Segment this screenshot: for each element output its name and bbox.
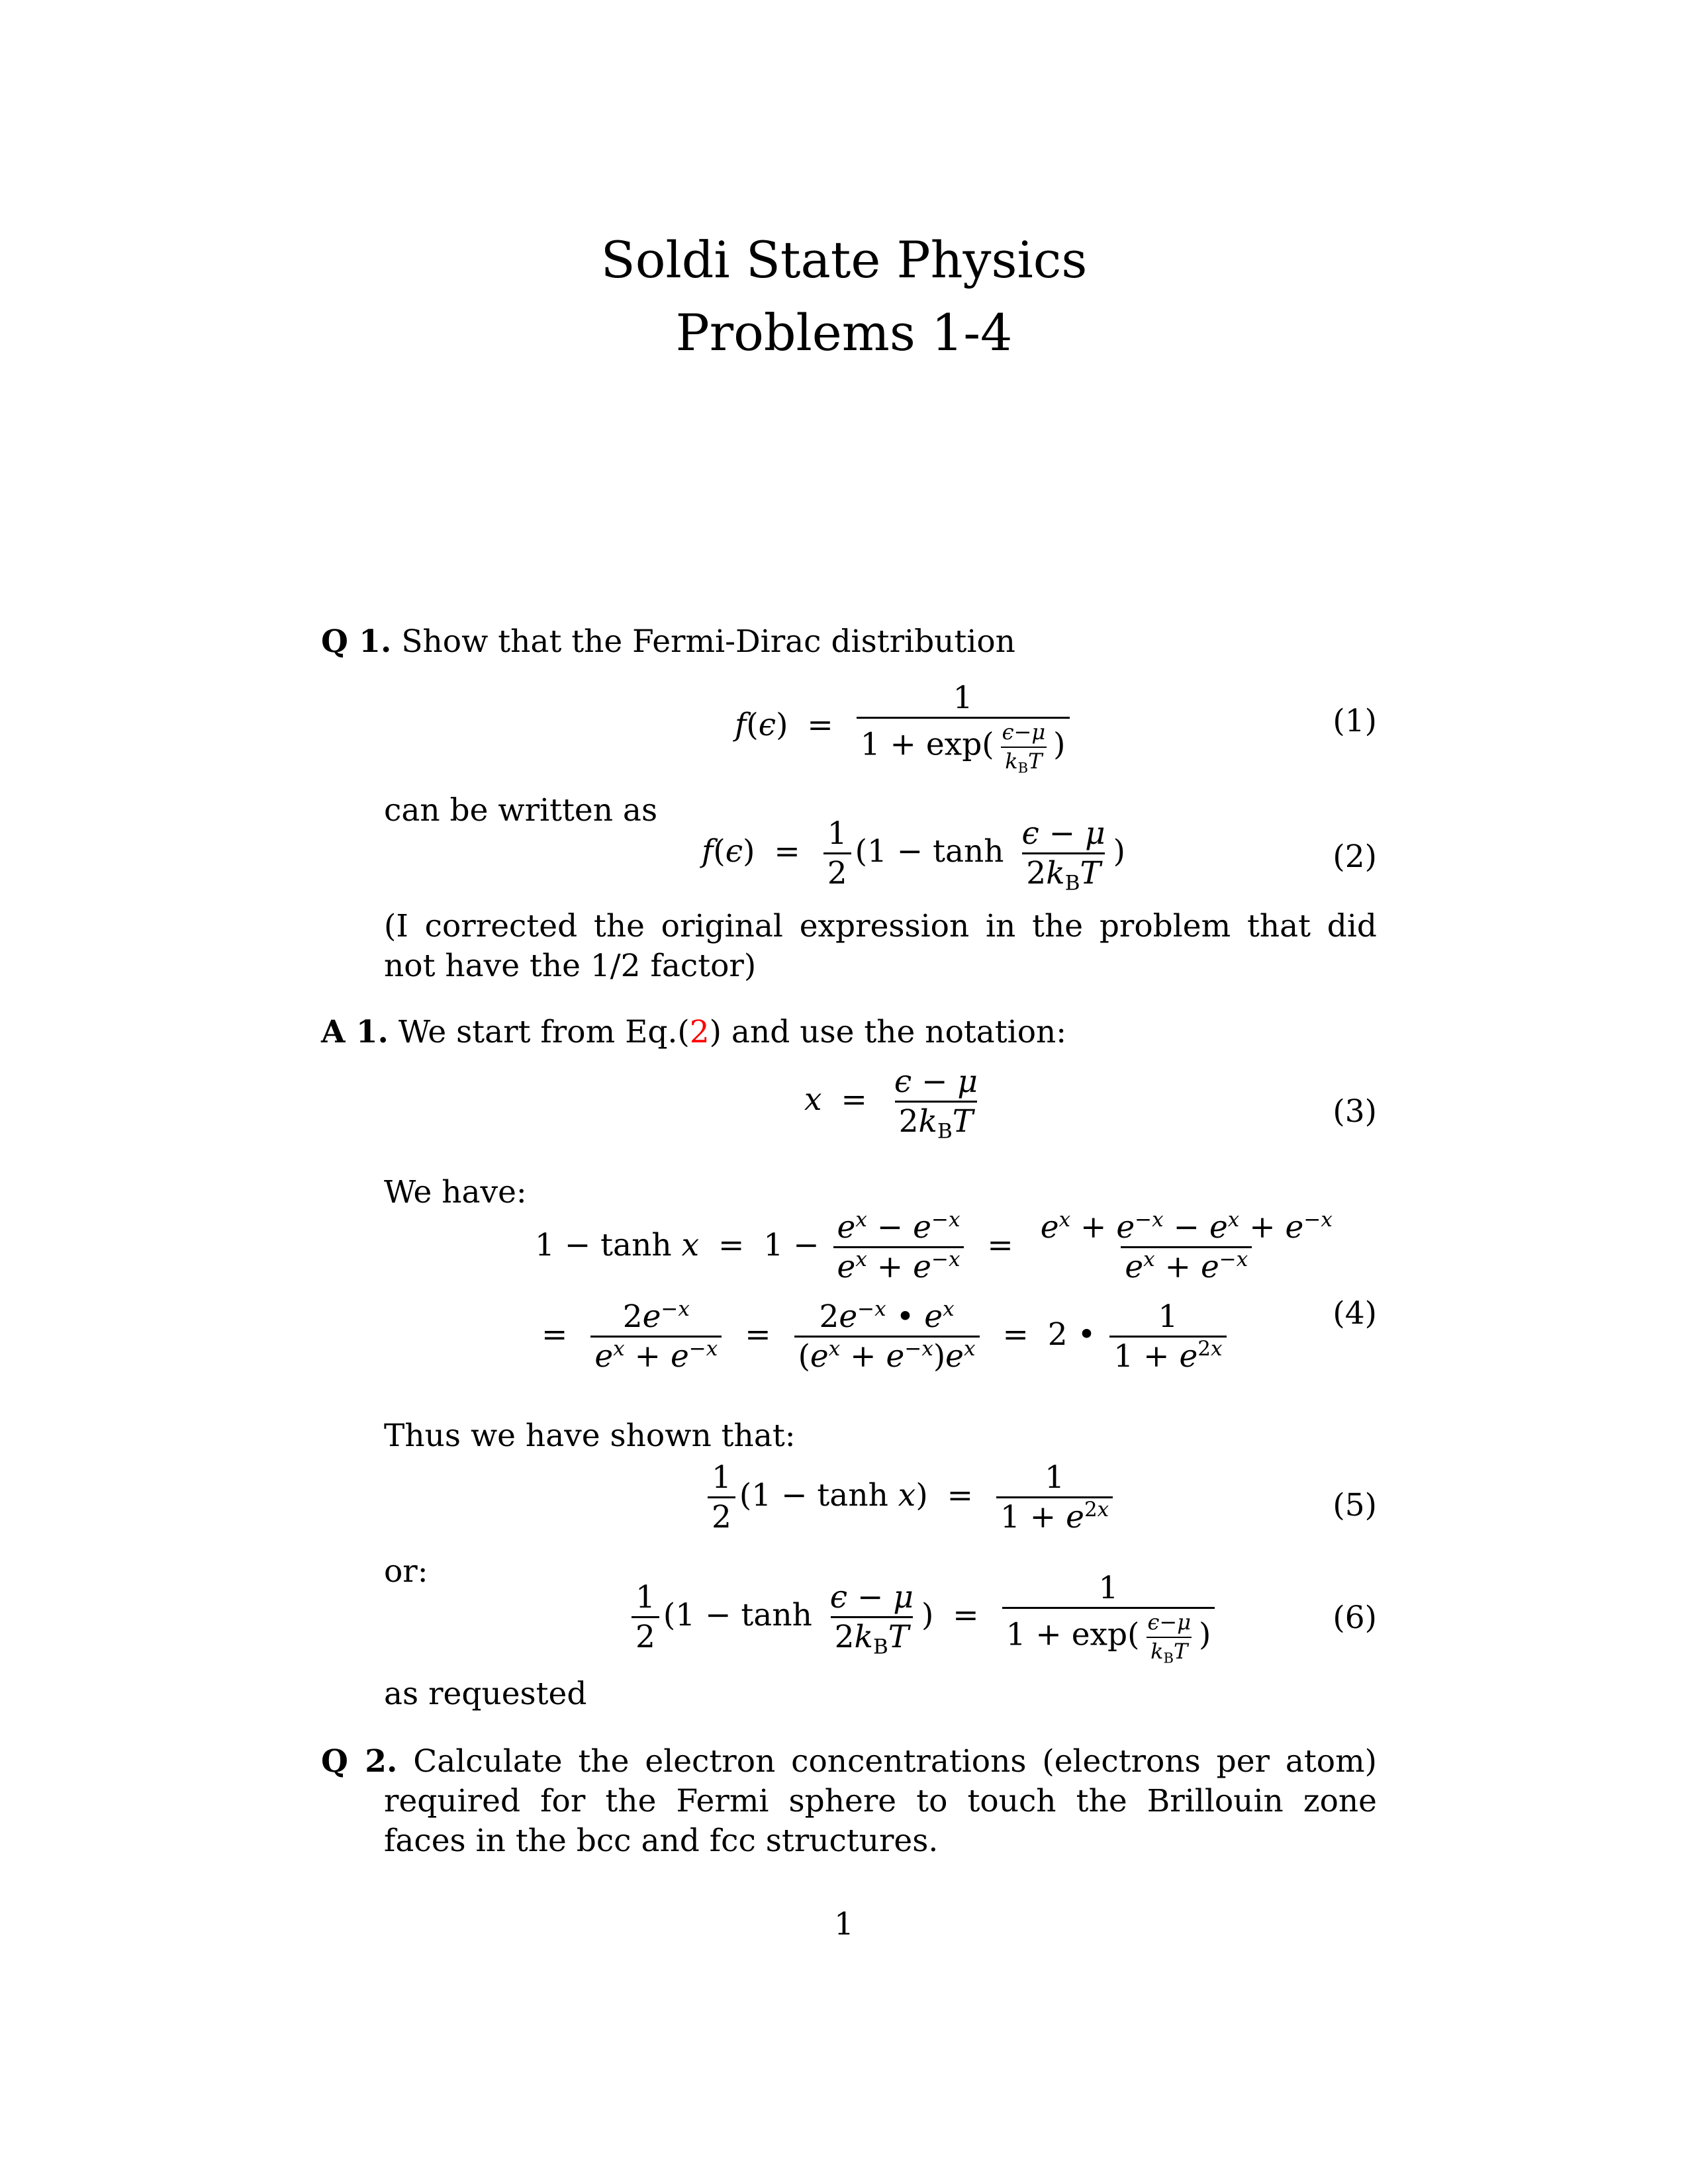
equation-3: x = $\frac{\epsilon - \mu}{2k_BT}$ [804,1064,978,1144]
q2-statement [321,1742,1377,1861]
q1-note: (I corrected the original expression in the problem that did not have the 1/2 factor) [384,908,1377,984]
equation-3-number: (3) [1333,1093,1377,1130]
page-number: 1 [834,1906,854,1942]
equation-1: f(ϵ) = 1 1 + exp( $\frac{\epsilon-\mu}{k_BT}$ ) [735,682,1074,773]
equation-2-number: (2) [1333,839,1377,875]
equation-4-line1: 1 − tanh x = 1 − $\frac{e^x - e^{-x}}{e^x + e^{-x}}$ = $\frac{e^x + e^{-x} - e^x + e^{-x}}{e^x + e^{-x}}$ [535,1207,1333,1286]
q2-text: Calculate the electron concentrations (electrons per atom) required for the Fermi sphere to touch the Brillouin zone faces in the bcc and fcc structures. [384,1743,1377,1859]
q1-statement [321,622,1015,662]
document-title-line1: Soldi State Physics [600,230,1088,289]
a1-as-requested: as requested [384,1676,587,1712]
a1-statement [321,1013,1066,1052]
q1-text: Show that the Fermi-Dirac distribution [401,623,1015,660]
equation-6-number: (6) [1333,1600,1377,1636]
equation-4-number: (4) [1333,1295,1377,1332]
equation-4-line2: = $\frac{2e^{-x}}{e^x + e^{-x}}$ = $\frac{2e^{-x} • e^x}{(e^x + e^{-x})e^x}$ = 2 • $\frac{1}{1 + e^{2x}}$ [541,1300,1231,1373]
equation-6: $\frac{1}{2}$ (1 − tanh $\frac{\epsilon - \mu}{2k_BT}$ ) = 1 1 + exp( $\frac{\epsilon-\mu}{k_BT}$ ) [628,1572,1219,1663]
equation-5-number: (5) [1333,1487,1377,1524]
equation-1-number: (1) [1333,703,1377,739]
a1-label: A 1. [321,1014,389,1050]
a1-text-before: We start from Eq.( [398,1014,690,1050]
equation-2: f(ϵ) = $\frac{1}{2}$ (1 − tanh $\frac{\epsilon - \mu}{2k_BT}$ ) [702,815,1125,895]
q2-label: Q 2. [321,1743,398,1780]
equation-5: $\frac{1}{2}$ (1 − tanh x) = $\frac{1}{1 + e^{2x}}$ [704,1461,1117,1534]
a1-we-have: We have: [384,1174,527,1210]
document-title-line2: Problems 1-4 [675,303,1013,362]
a1-thus: Thus we have shown that: [384,1418,796,1454]
a1-text-after: ) and use the notation: [709,1014,1067,1050]
a1-or: or: [384,1553,428,1590]
equation-2-reference-link[interactable]: 2 [689,1014,710,1050]
q1-can-be-written: can be written as [384,792,658,829]
q1-label: Q 1. [321,623,392,660]
